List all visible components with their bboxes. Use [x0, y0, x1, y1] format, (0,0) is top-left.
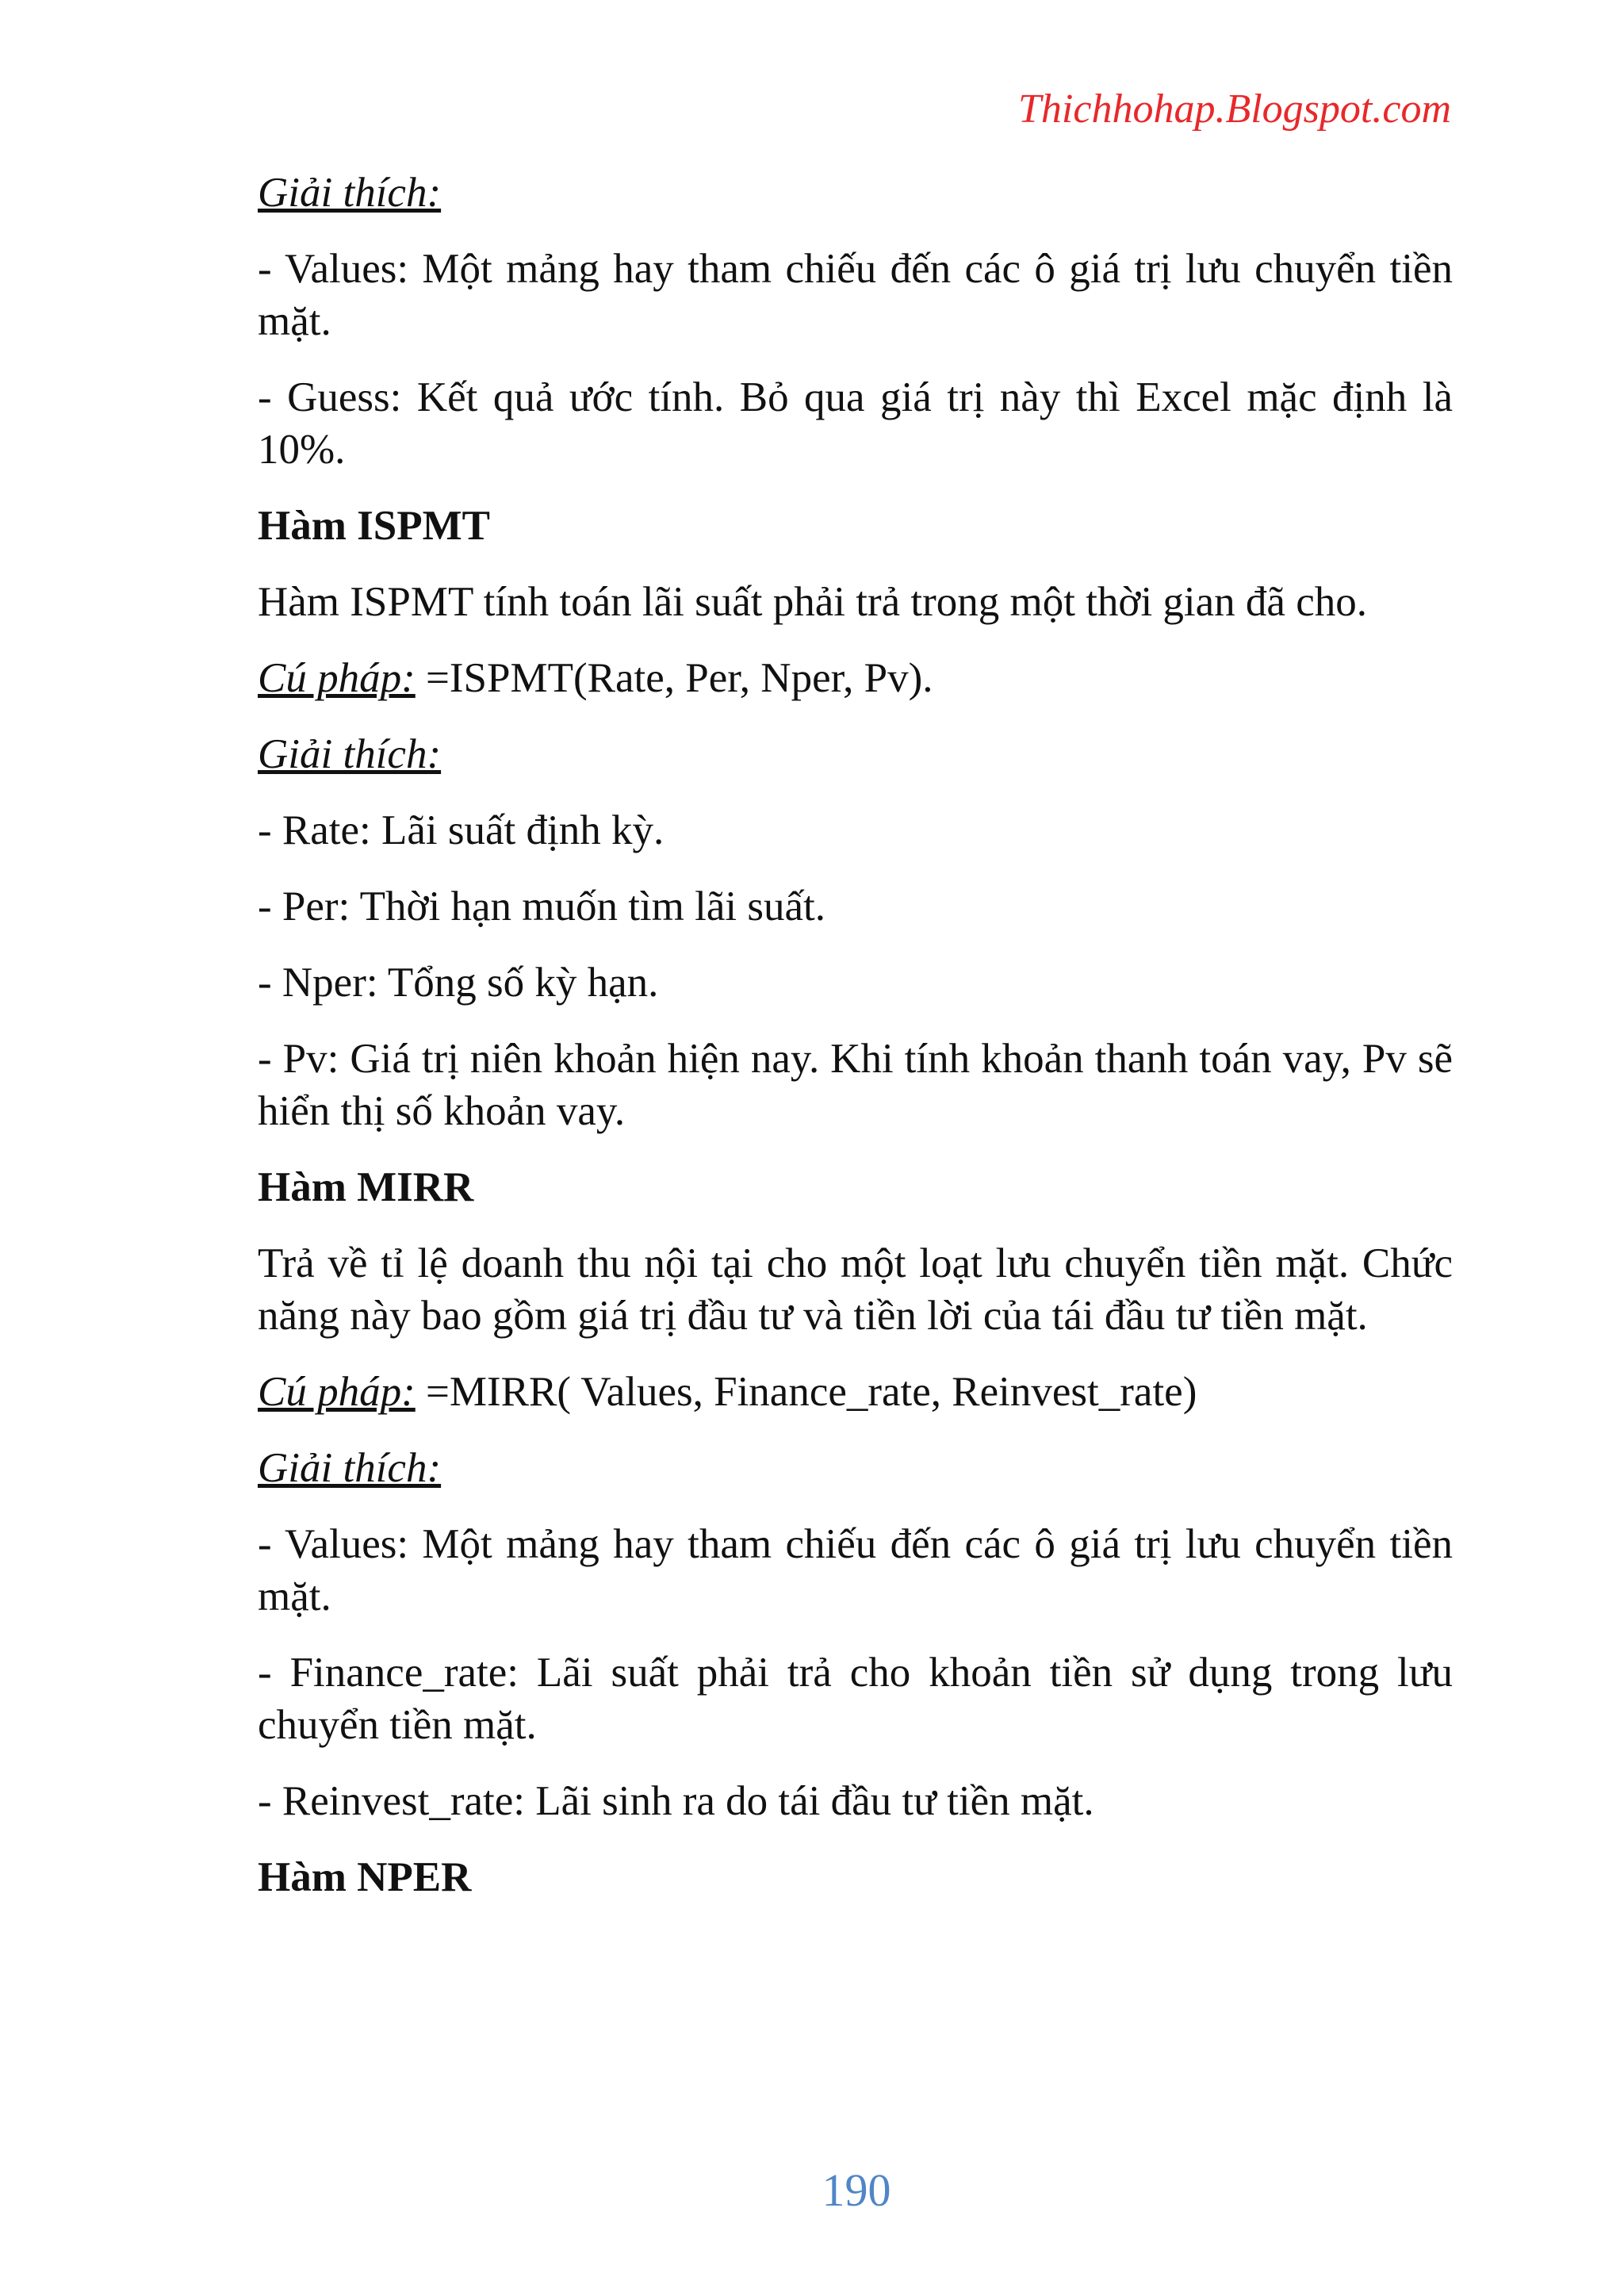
syntax-label: Cú pháp: [258, 1369, 416, 1415]
explanation-label-text: Giải thích: [258, 1445, 442, 1491]
explanation-label [258, 728, 1453, 780]
explanation-label-text: Giải thích: [258, 731, 442, 777]
paragraph: - Values: Một mảng hay tham chiếu đến các ô giá trị lưu chuyển tiền mặt. [258, 246, 1453, 344]
page-number: 190 [822, 2164, 891, 2216]
page-content [258, 167, 1453, 1927]
syntax-label: Cú pháp: [258, 655, 416, 701]
syntax-line [258, 652, 1453, 704]
header-site-link[interactable]: Thichhohap.Blogspot.com [1018, 86, 1451, 132]
paragraph: - Guess: Kết quả ước tính. Bỏ qua giá trị này thì Excel mặc định là 10%. [258, 374, 1453, 473]
explanation-label-text: Giải thích: [258, 170, 442, 216]
section-heading-ispmt: Hàm ISPMT [258, 503, 490, 549]
paragraph: Hàm ISPMT tính toán lãi suất phải trả trong một thời gian đã cho. [258, 579, 1367, 625]
syntax-text: =ISPMT(Rate, Per, Nper, Pv). [415, 655, 933, 701]
paragraph: - Finance_rate: Lãi suất phải trả cho khoản tiền sử dụng trong lưu chuyển tiền mặt. [258, 1650, 1453, 1748]
paragraph: - Rate: Lãi suất định kỳ. [258, 807, 665, 853]
explanation-label [258, 167, 1453, 219]
syntax-text: =MIRR( Values, Finance_rate, Reinvest_rate) [415, 1369, 1197, 1415]
paragraph: - Values: Một mảng hay tham chiếu đến các ô giá trị lưu chuyển tiền mặt. [258, 1521, 1453, 1619]
paragraph: Trả về tỉ lệ doanh thu nội tại cho một loạt lưu chuyển tiền mặt. Chức năng này bao gồm giá trị đầu tư và tiền lời của tái đầu tư tiền mặt. [258, 1240, 1453, 1339]
paragraph: - Reinvest_rate: Lãi sinh ra do tái đầu tư tiền mặt. [258, 1778, 1094, 1824]
section-heading-nper: Hàm NPER [258, 1854, 472, 1900]
paragraph: - Per: Thời hạn muốn tìm lãi suất. [258, 884, 825, 930]
explanation-label [258, 1442, 1453, 1494]
paragraph: - Pv: Giá trị niên khoản hiện nay. Khi tính khoản thanh toán vay, Pv sẽ hiển thị số khoản vay. [258, 1036, 1453, 1134]
syntax-line [258, 1366, 1453, 1418]
paragraph: - Nper: Tổng số kỳ hạn. [258, 960, 659, 1006]
section-heading-mirr: Hàm MIRR [258, 1164, 474, 1210]
